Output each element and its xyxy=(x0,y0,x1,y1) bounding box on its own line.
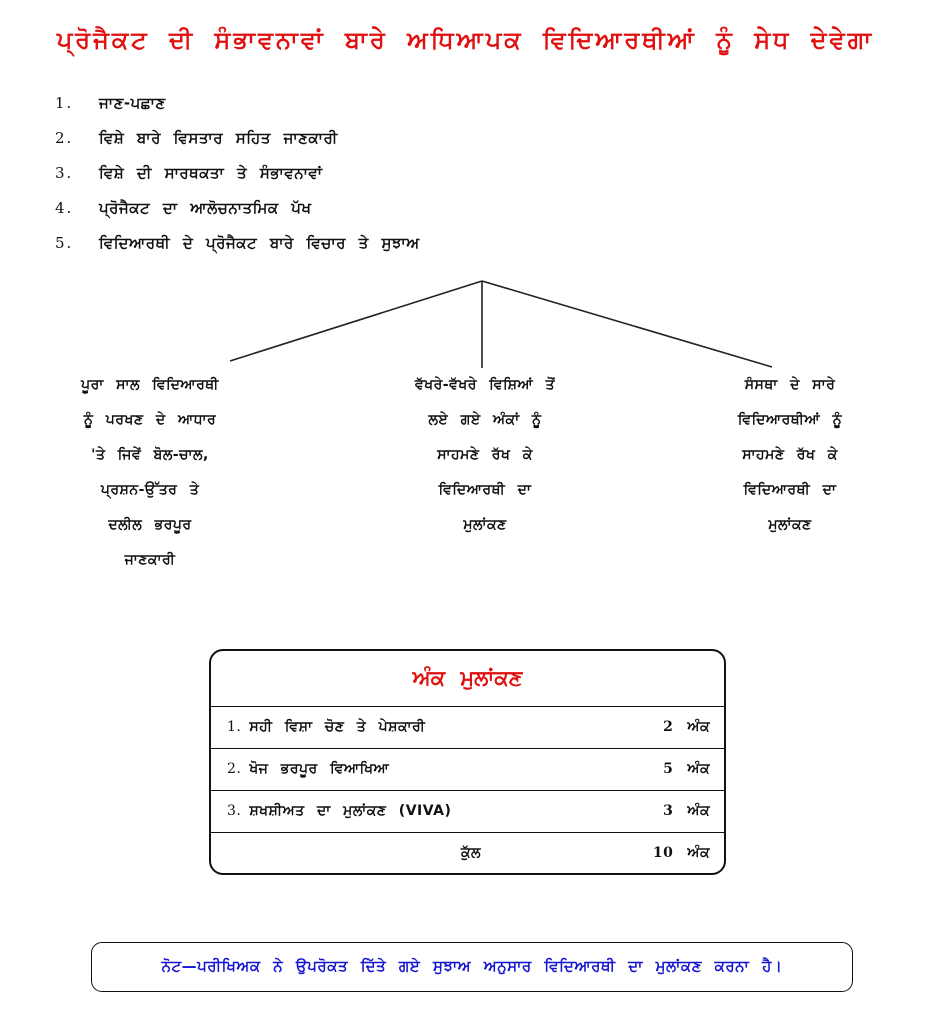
branch-line: ਮੁਲਾਂਕਣ xyxy=(463,517,507,533)
total-marks-unit: ਅੰਕ xyxy=(687,845,710,861)
table-total-row xyxy=(211,833,724,874)
row-label: ਖੋਜ ਭਰਪੂਰ ਵਿਆਖਿਆ xyxy=(249,761,390,777)
row-label: ਸਹੀ ਵਿਸ਼ਾ ਚੋਣ ਤੇ ਪੇਸ਼ਕਾਰੀ xyxy=(249,719,426,735)
branch-line: ਸਾਹਮਣੇ ਰੱਖ ਕੇ xyxy=(437,447,533,463)
item-text: ਜਾਣ-ਪਛਾਣ xyxy=(99,94,166,112)
branch-line-right xyxy=(482,281,772,367)
branch-line: ਪੂਰਾ ਸਾਲ ਵਿਦਿਆਰਥੀ xyxy=(81,377,219,393)
item-text: ਵਿਦਿਆਰਥੀ ਦੇ ਪ੍ਰੋਜੈਕਟ ਬਾਰੇ ਵਿਚਾਰ ਤੇ ਸੁਝਾਅ xyxy=(99,234,420,252)
branch-line: ਵਿਦਿਆਰਥੀ ਦਾ xyxy=(438,482,532,498)
branch-line: ਵਿਦਿਆਰਥੀਆਂ ਨੂੰ xyxy=(737,412,843,428)
row-number: 3. xyxy=(227,803,242,819)
row-number: 2. xyxy=(227,761,242,777)
branch-line: 'ਤੇ ਜਿਵੇਂ ਬੋਲ-ਚਾਲ, xyxy=(91,447,209,463)
branch-left-text xyxy=(25,368,275,578)
marks-table xyxy=(209,649,726,875)
branch-line: ਦਲੀਲ ਭਰਪੂਰ xyxy=(108,517,192,533)
branch-line: ਵਿਦਿਆਰਥੀ ਦਾ xyxy=(743,482,837,498)
branch-line-left xyxy=(230,281,482,361)
item-number: 4. xyxy=(55,199,74,217)
branch-line: ਸਾਹਮਣੇ ਰੱਖ ਕੇ xyxy=(742,447,838,463)
branch-line: ਸੰਸਥਾ ਦੇ ਸਾਰੇ xyxy=(744,377,836,393)
table-row xyxy=(211,749,724,791)
branch-line: ਨੂੰ ਪਰਖਣ ਦੇ ਆਧਾਰ xyxy=(83,412,217,428)
row-marks-value: 5 xyxy=(663,761,674,777)
total-marks-value: 10 xyxy=(652,845,674,861)
branch-center-text xyxy=(365,368,605,543)
branch-line: ਲਏ ਗਏ ਅੰਕਾਂ ਨੂੰ xyxy=(428,412,542,428)
item-number: 1. xyxy=(55,94,74,112)
branch-connector-lines xyxy=(0,0,931,380)
item-number: 5. xyxy=(55,234,74,252)
branch-line: ਪ੍ਰਸ਼ਨ-ਉੱਤਰ ਤੇ xyxy=(100,482,200,498)
row-marks-value: 2 xyxy=(663,719,674,735)
branch-line: ਵੱਖਰੇ-ਵੱਖਰੇ ਵਿਸ਼ਿਆਂ ਤੋਂ xyxy=(414,377,556,393)
marks-table-title: ਅੰਕ ਮੁਲਾਂਕਣ xyxy=(211,651,724,707)
note-box: ਨੋਟ—ਪਰੀਖਿਅਕ ਨੇ ਉਪਰੋਕਤ ਦਿੱਤੇ ਗਏ ਸੁਝਾਅ ਅਨੁਸਾਰ ਵਿਦਿਆਰਥੀ ਦਾ ਮੁਲਾਂਕਣ ਕਰਨਾ ਹੈ। xyxy=(91,942,853,992)
item-text: ਵਿਸ਼ੇ ਬਾਰੇ ਵਿਸਤਾਰ ਸਹਿਤ ਜਾਣਕਾਰੀ xyxy=(99,129,338,147)
row-label: ਸ਼ਖਸ਼ੀਅਤ ਦਾ ਮੁਲਾਂਕਣ (VIVA) xyxy=(249,803,452,819)
item-number: 2. xyxy=(55,129,74,147)
item-text: ਪ੍ਰੋਜੈਕਟ ਦਾ ਆਲੋਚਨਾਤਮਿਕ ਪੱਖ xyxy=(99,199,312,217)
row-marks-unit: ਅੰਕ xyxy=(687,719,710,735)
branch-line: ਜਾਣਕਾਰੀ xyxy=(124,552,176,568)
row-marks-unit: ਅੰਕ xyxy=(687,803,710,819)
branch-right-text xyxy=(680,368,900,543)
page-title: ਪ੍ਰੋਜੈਕਟ ਦੀ ਸੰਭਾਵਨਾਵਾਂ ਬਾਰੇ ਅਧਿਆਪਕ ਵਿਦਿਆਰਥੀਆਂ ਨੂੰ ਸੇਧ ਦੇਵੇਗਾ xyxy=(56,26,875,54)
row-marks-value: 3 xyxy=(663,803,674,819)
item-text: ਵਿਸ਼ੇ ਦੀ ਸਾਰਥਕਤਾ ਤੇ ਸੰਭਾਵਨਾਵਾਂ xyxy=(99,164,323,182)
total-label: ਕੁੱਲ xyxy=(461,845,482,861)
branch-line: ਮੁਲਾਂਕਣ xyxy=(768,517,812,533)
table-row xyxy=(211,791,724,833)
row-marks-unit: ਅੰਕ xyxy=(687,761,710,777)
row-number: 1. xyxy=(227,719,242,735)
item-number: 3. xyxy=(55,164,74,182)
table-row xyxy=(211,707,724,749)
